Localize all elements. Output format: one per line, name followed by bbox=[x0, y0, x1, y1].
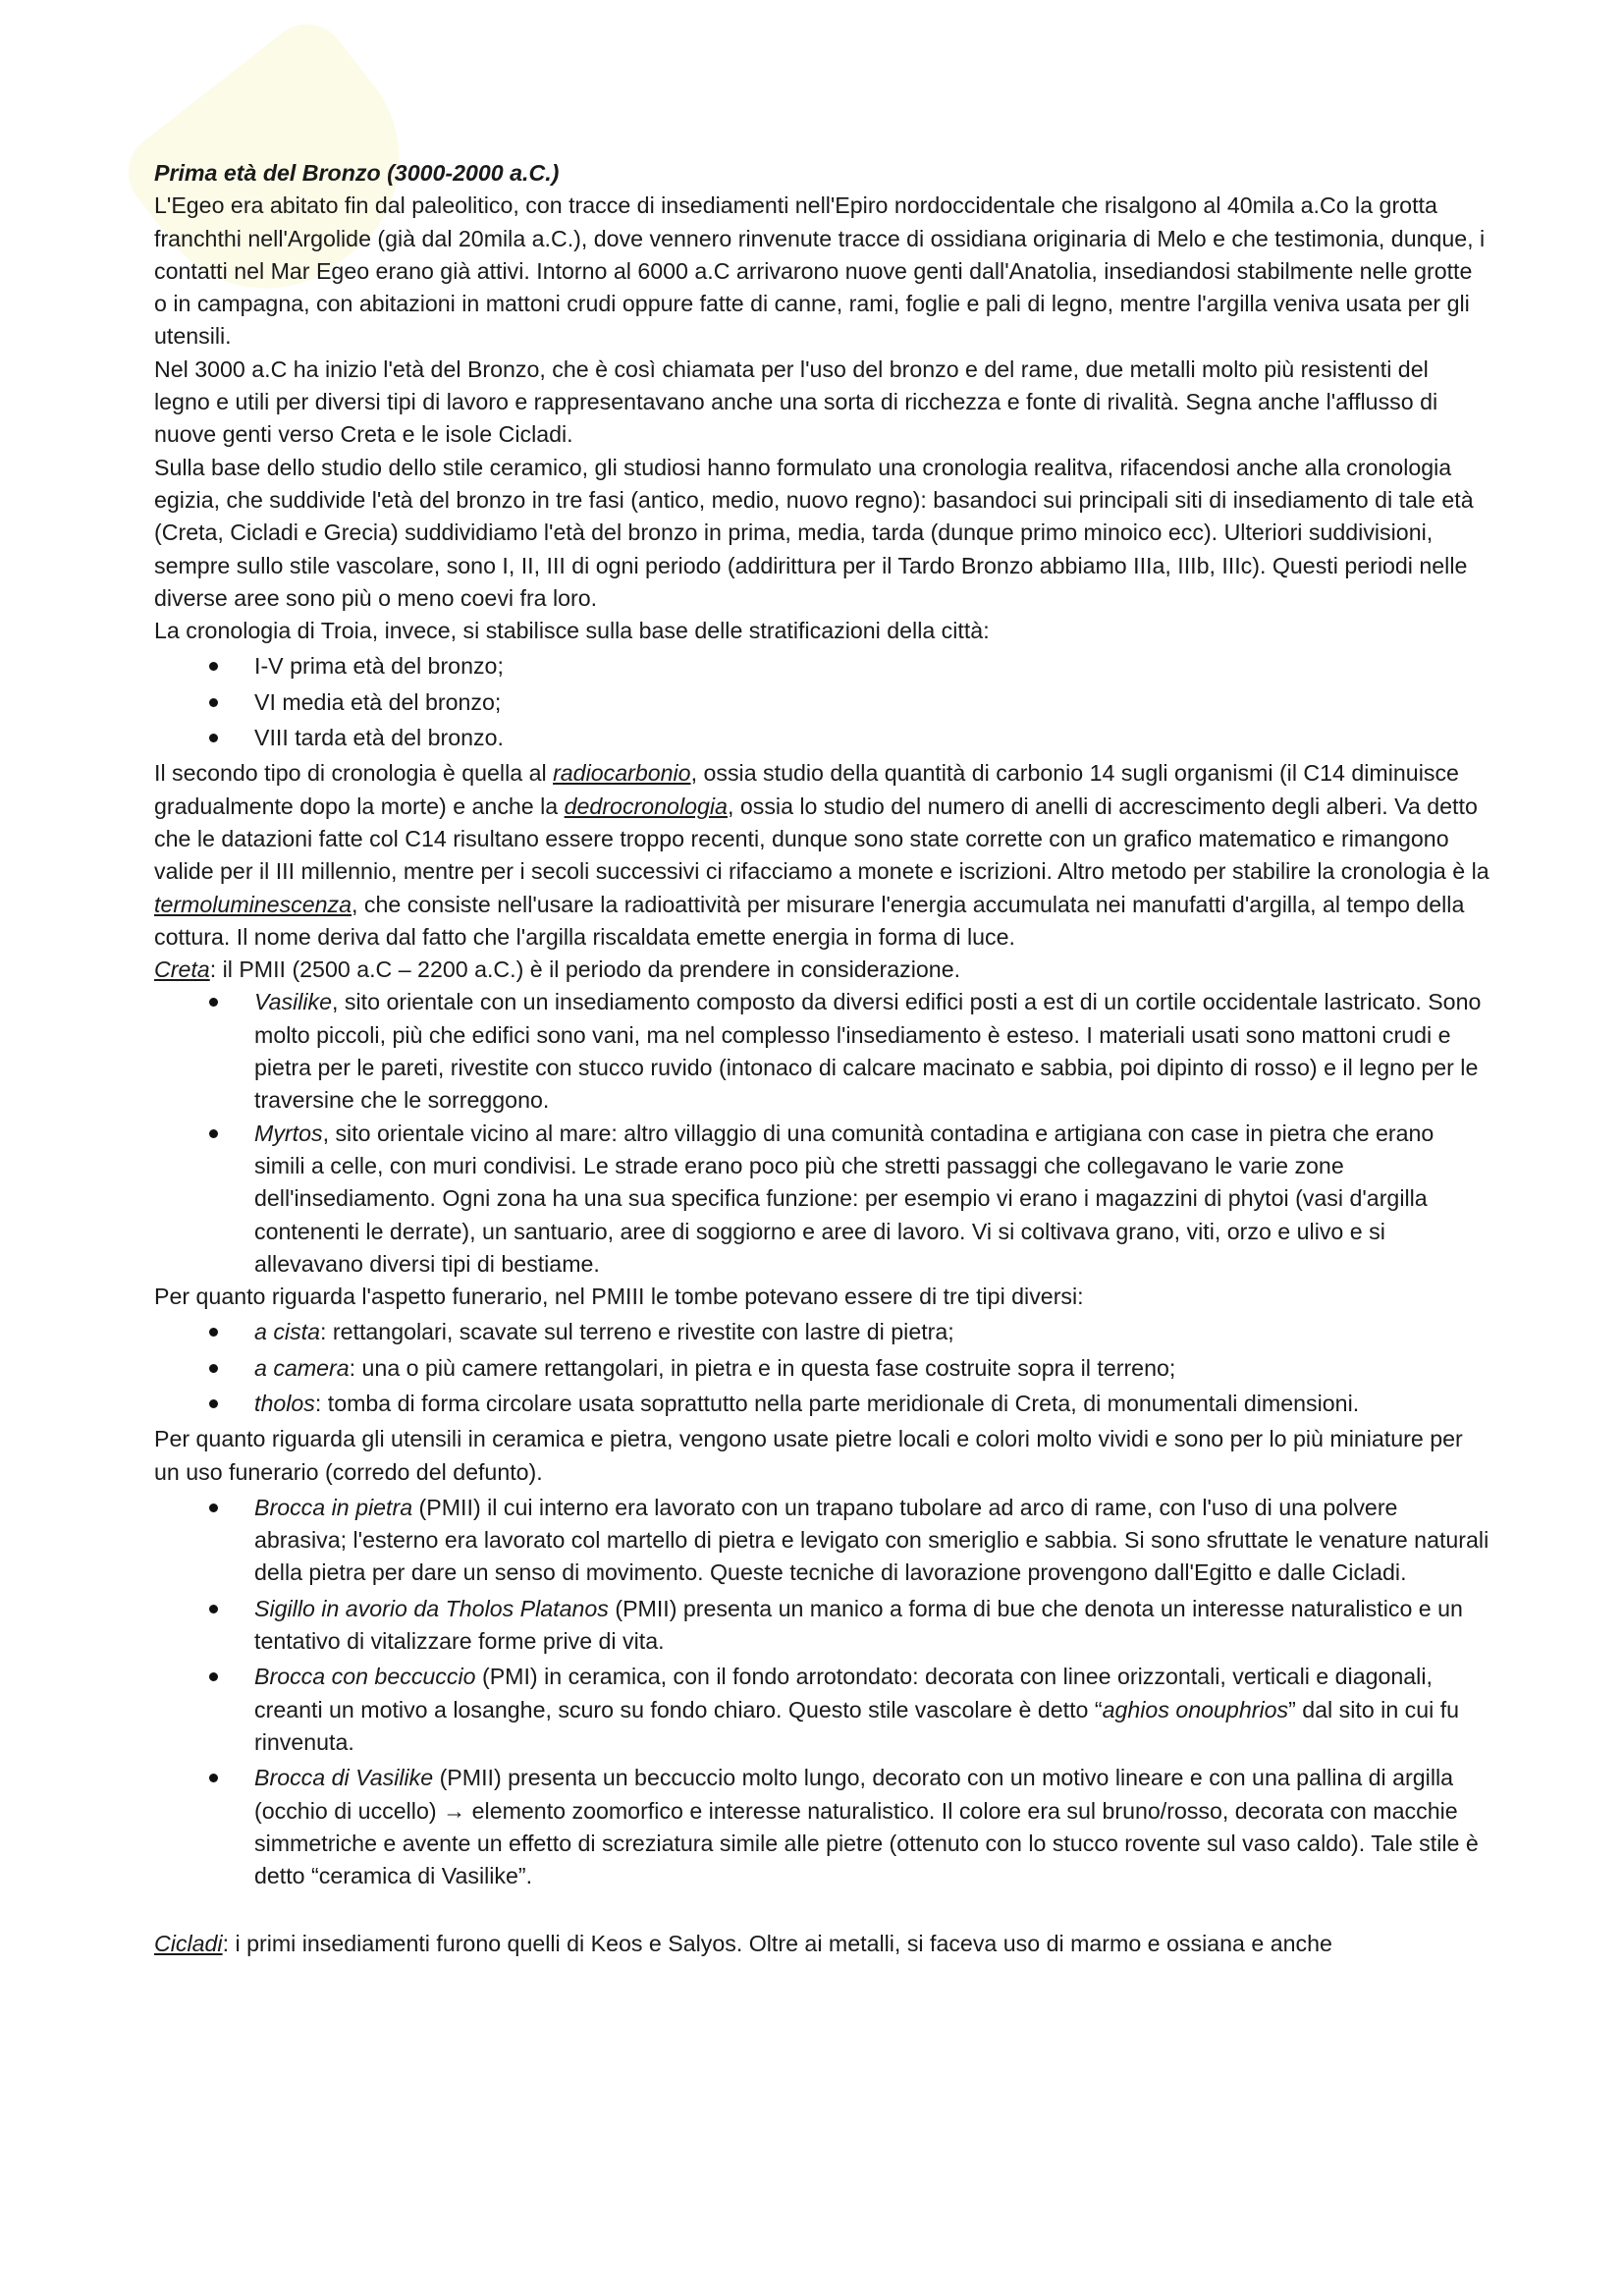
term-termoluminescenza: termoluminescenza bbox=[154, 891, 352, 917]
heading-creta: Creta bbox=[154, 957, 210, 983]
paragraph-chronology-methods: Il secondo tipo di cronologia è quella al radiocarbonio, ossia studio della quantità di carbonio 14 sugli organismi (il C14 diminuisce gradualmente dopo la morte) e anche la dedrocronologia, ossia lo studio del numero di anelli di accrescimento degli alberi. Va detto che le datazioni fatte col C14 risultano essere troppo recenti, dunque sono state corrette con un grafico matematico e rimangono valide per il III millennio, mentre per i secoli successivi ci rifacciamo a monete e iscrizioni. Altro metodo per stabilire la cronologia è la termoluminescenza, che consiste nell'usare la radioattività per misurare l'energia accumulata nei manufatti d'argilla, al tempo della cottura. Il nome deriva dal fatto che l'argilla riscaldata emette energia in forma di luce. bbox=[154, 760, 1489, 950]
document-body bbox=[154, 157, 1489, 1961]
tombs-list bbox=[154, 1316, 1489, 1420]
list-item: Brocca in pietra (PMII) il cui interno era lavorato con un trapano tubolare ad arco di rame, con l'uso di una polvere abrasiva; l'esterno era lavorato col martello di pietra e levigato con smeriglio e sabbia. Si sono sfruttate le venature naturali della pietra per dare un senso di movimento. Queste tecniche di lavorazione provengono dall'Egitto e dalle Cicladi. bbox=[254, 1492, 1489, 1590]
paragraph-troia: La cronologia di Troia, invece, si stabilisce sulla base delle stratificazioni della città: bbox=[154, 618, 990, 644]
list-item: a camera: una o più camere rettangolari, in pietra e in questa fase costruite sopra il terreno; bbox=[254, 1352, 1489, 1385]
paragraph-tools: Per quanto riguarda gli utensili in ceramica e pietra, vengono usate pietre locali e colori molto vividi e sono per lo più miniature per un uso funerario (corredo del defunto). bbox=[154, 1426, 1463, 1485]
sites-list bbox=[154, 986, 1489, 1281]
list-item: Vasilike, sito orientale con un insediamento composto da diversi edifici posti a est di un cortile occidentale lastricato. Sono molto piccoli, più che edifici sono vani, ma nel complesso l'insediamento è esteso. I materiali usati sono mattoni crudi e pietra per le pareti, rivestite con stucco ruvido (intonaco di calcare macinato e sabbia, poi dipinto di rosso) e il legno per le traversine che le sorreggono. bbox=[254, 986, 1489, 1117]
paragraph-creta: Creta: il PMII (2500 a.C – 2200 a.C.) è il periodo da prendere in considerazione. bbox=[154, 957, 961, 983]
term-radiocarbonio: radiocarbonio bbox=[553, 760, 691, 787]
list-item: a cista: rettangolari, scavate sul terreno e rivestite con lastre di pietra; bbox=[254, 1316, 1489, 1348]
paragraph-intro: L'Egeo era abitato fin dal paleolitico, con tracce di insediamenti nell'Epiro nordoccidentale che risalgono al 40mila a.Co la grotta franchthi nell'Argolide (già dal 20mila a.C.), dove vennero rinvenute tracce di ossidiana originaria di Melo e che testimonia, dunque, i contatti nel Mar Egeo erano già attivi. Intorno al 6000 a.C arrivarono nuove genti dall'Anatolia, insediandosi stabilmente nelle grotte o in campagna, con abitazioni in mattoni crudi oppure fatte di canne, rami, foglie e pali di legno, mentre l'argilla veniva usata per gli utensili. bbox=[154, 192, 1486, 350]
paragraph-bronze-age: Nel 3000 a.C ha inizio l'età del Bronzo, che è così chiamata per l'uso del bronzo e del rame, due metalli molto più resistenti del legno e utili per diversi tipi di lavoro e rappresentavano anche una sorta di ricchezza e fonte di rivalità. Segna anche l'afflusso di nuove genti verso Creta e le isole Cicladi. bbox=[154, 355, 1438, 448]
paragraph-cicladi: Cicladi: i primi insediamenti furono quelli di Keos e Salyos. Oltre ai metalli, si faceva uso di marmo e ossiana e anche bbox=[154, 1931, 1332, 1957]
list-item: tholos: tomba di forma circolare usata soprattutto nella parte meridionale di Creta, di monumentali dimensioni. bbox=[254, 1388, 1489, 1420]
list-item: VI media età del bronzo; bbox=[254, 686, 1489, 719]
troia-list bbox=[154, 650, 1489, 754]
paragraph-funerary: Per quanto riguarda l'aspetto funerario, nel PMIII le tombe potevano essere di tre tipi diversi: bbox=[154, 1284, 1084, 1310]
objects-list bbox=[154, 1492, 1489, 1893]
list-item: VIII tarda età del bronzo. bbox=[254, 722, 1489, 754]
section-title: Prima età del Bronzo (3000-2000 a.C.) bbox=[154, 160, 560, 186]
list-item: Myrtos, sito orientale vicino al mare: altro villaggio di una comunità contadina e artigiana con case in pietra che erano simili a celle, con muri condivisi. Le strade erano poco più che stretti passaggi che collegavano le varie zone dell'insediamento. Ogni zona ha una sua specifica funzione: per esempio vi erano i magazzini di phytoi (vasi d'argilla contenenti le derrate), un santuario, aree di soggiorno e aree di lavoro. Vi si coltivava grano, viti, orzo e ulivo e si allevavano diversi tipi di bestiame. bbox=[254, 1118, 1489, 1281]
paragraph-chronology-relative: Sulla base dello studio dello stile ceramico, gli studiosi hanno formulato una cronologia realitva, rifacendosi anche alla cronologia egizia, che suddivide l'età del bronzo in tre fasi (antico, medio, nuovo regno): basandoci sui principali siti di insediamento di tale età (Creta, Cicladi e Grecia) suddividiamo l'età del bronzo in prima, media, tarda (dunque primo minoico ecc). Ulteriori suddivisioni, sempre sullo stile vascolare, sono I, II, III di ogni periodo (addirittura per il Tardo Bronzo abbiamo IIIa, IIIb, IIIc). Questi periodi nelle diverse aree sono più o meno coevi fra loro. bbox=[154, 454, 1474, 611]
list-item: Sigillo in avorio da Tholos Platanos (PMII) presenta un manico a forma di bue che denota un interesse naturalistico e un tentativo di vitalizzare forme prive di vita. bbox=[254, 1593, 1489, 1659]
heading-cicladi: Cicladi bbox=[154, 1931, 223, 1957]
list-item: Brocca con beccuccio (PMI) in ceramica, con il fondo arrotondato: decorata con linee orizzontali, verticali e diagonali, creanti un motivo a losanghe, scuro su fondo chiaro. Questo stile vascolare è detto “aghios onouphrios” dal sito in cui fu rinvenuta. bbox=[254, 1661, 1489, 1759]
spacer bbox=[154, 1895, 1489, 1928]
term-dedrocronologia: dedrocronologia bbox=[564, 793, 728, 819]
list-item: I-V prima età del bronzo; bbox=[254, 650, 1489, 683]
list-item: Brocca di Vasilike (PMII) presenta un beccuccio molto lungo, decorato con un motivo lineare e con una pallina di argilla (occhio di uccello) → elemento zoomorfico e interesse naturalistico. Il colore era sul bruno/rosso, decorata con macchie simmetriche e avente un effetto di screziatura simile alle pietre (ottenuto con lo stucco rovente sul vaso caldo). Tale stile è detto “ceramica di Vasilike”. bbox=[254, 1762, 1489, 1892]
